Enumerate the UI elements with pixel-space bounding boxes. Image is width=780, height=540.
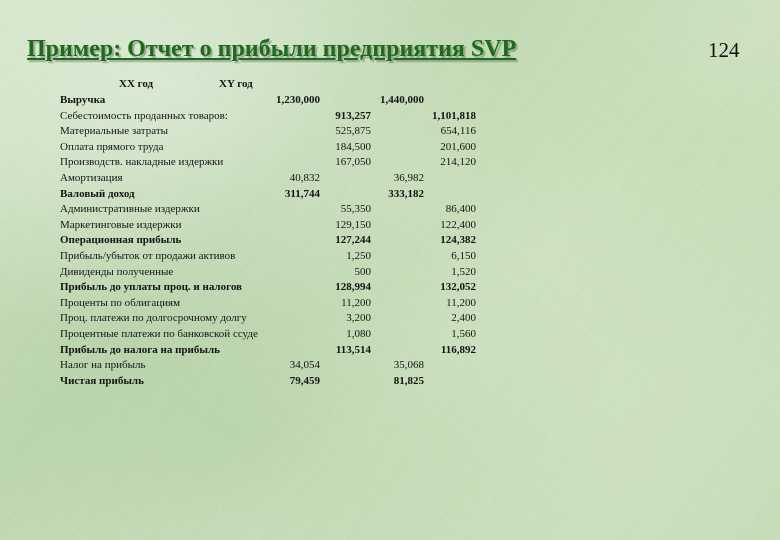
row-label: Проц. платежи по долгосрочному долгу: [60, 312, 247, 325]
page-number: 124: [708, 38, 740, 62]
row-label: Выручка: [60, 94, 106, 106]
row-value-xy: 2,400: [451, 312, 476, 325]
row-label: Производств. накладные издержки: [60, 156, 224, 169]
row-value-xx: 1,250: [346, 249, 371, 262]
row-value-xy: 6,150: [451, 249, 476, 262]
row-label: Валовый доход: [60, 187, 135, 200]
slide-title: Пример: Отчет о прибыли предприятия SVP: [27, 36, 517, 62]
row-label: Маркетинговые издержки: [60, 218, 182, 231]
row-label: Прибыль до уплаты проц. и налогов: [60, 281, 242, 294]
row-value-xy: 201,600: [440, 140, 476, 153]
row-label: Административные издержки: [60, 203, 200, 216]
row-value-xx: 1,230,000: [276, 94, 320, 106]
row-value-xy: 1,560: [451, 327, 476, 340]
row-value-xx: 184,500: [335, 140, 371, 153]
row-label: Материальные затраты: [60, 125, 169, 138]
row-value-xy: 35,068: [393, 359, 424, 372]
row-value-xx: 1,080: [346, 327, 371, 340]
row-label: Прибыль/убыток от продажи активов: [60, 249, 236, 262]
row-label: Налог на прибыль: [60, 359, 146, 372]
row-value-xx: 311,744: [284, 187, 320, 200]
row-value-xy: 333,182: [388, 187, 424, 200]
row-value-xy: 1,101,818: [432, 109, 476, 122]
row-value-xy: 86,400: [445, 203, 476, 216]
row-label: Себестоимость проданных товаров:: [60, 109, 228, 122]
row-value-xx: 34,054: [289, 359, 320, 372]
row-value-xx: 913,257: [335, 109, 371, 122]
row-value-xy: 116,892: [440, 343, 476, 356]
row-label: Амортизация: [60, 171, 123, 184]
row-value-xy: 11,200: [446, 296, 476, 309]
row-value-xy: 132,052: [440, 281, 476, 294]
row-label: Процентные платежи по банковской ссуде: [60, 327, 258, 340]
row-value-xy: 1,520: [451, 265, 476, 278]
row-value-xx: 128,994: [335, 281, 371, 294]
row-value-xy: 1,440,000: [380, 94, 424, 106]
row-value-xx: 11,200: [341, 296, 371, 309]
row-value-xy: 81,825: [393, 374, 424, 387]
row-value-xy: 122,400: [440, 218, 476, 231]
row-value-xy: 124,382: [440, 234, 476, 247]
row-value-xy: 36,982: [393, 171, 424, 184]
row-value-xx: 40,832: [289, 171, 320, 184]
row-label: Оплата прямого труда: [60, 140, 164, 153]
row-value-xx: 500: [354, 265, 371, 278]
row-label: Прибыль до налога на прибыль: [60, 343, 220, 356]
row-value-xy: 214,120: [440, 156, 476, 169]
row-value-xy: 654,116: [440, 125, 476, 138]
row-label: Дивиденды полученные: [60, 265, 174, 278]
row-value-xx: 3,200: [346, 312, 371, 325]
row-value-xx: 129,150: [335, 218, 371, 231]
row-label: Чистая прибыль: [60, 374, 144, 387]
column-header-xy: XY год: [219, 78, 253, 90]
row-value-xx: 113,514: [335, 343, 371, 356]
row-value-xx: 79,459: [289, 374, 320, 387]
row-label: Операционная прибыль: [60, 234, 182, 247]
row-value-xx: 167,050: [335, 156, 371, 169]
row-value-xx: 525,875: [335, 125, 371, 138]
row-value-xx: 55,350: [340, 203, 371, 216]
row-value-xx: 127,244: [335, 234, 371, 247]
row-label: Проценты по облигациям: [60, 296, 181, 309]
column-header-xx: XX год: [119, 78, 154, 90]
